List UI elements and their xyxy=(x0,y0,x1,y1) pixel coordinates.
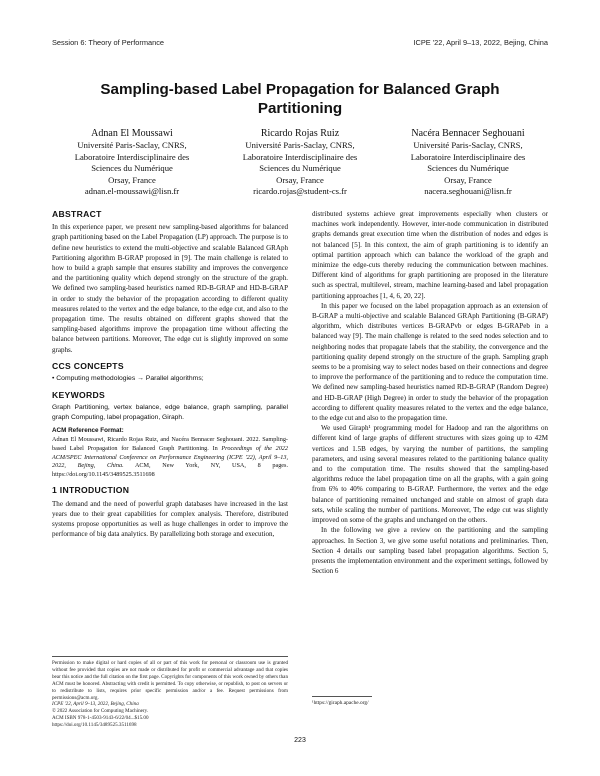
left-column xyxy=(52,209,288,545)
keywords-text: Graph Partitioning, vertex balance, edge balance, graph sampling, parallel graph Computing, label propagation, Giraph. xyxy=(52,404,288,421)
abstract-section xyxy=(52,209,288,355)
introduction-section xyxy=(52,485,288,539)
author-affiliation: Sciences du Numérique xyxy=(91,163,173,174)
introduction-heading: 1 INTRODUCTION xyxy=(52,485,130,496)
ccs-concept: • Computing methodologies → Parallel algorithms; xyxy=(52,375,204,383)
permission-text: Permission to make digital or hard copies of all or part of this work for personal or classroom use is granted without fee provided that copies are not made or distributed for profit or commercial advantage and that copies bear this notice and the full citation on the first page. Copyrights for components of this work owned by others than ACM must be honored. Abstracting with credit is permitted. To copy otherwise, or republish, to post on servers or to redistribute to lists, requires prior specific permission and/or a fee. Request permissions from permissions@acm.org. xyxy=(52,660,288,701)
paper-title: Sampling-based Label Propagation for Balanced Graph Partitioning xyxy=(100,81,500,117)
page-number: 223 xyxy=(294,737,306,744)
author-name: Ricardo Rojas Ruiz xyxy=(260,128,340,139)
permission-copyright: © 2022 Association for Computing Machinery. xyxy=(52,708,149,715)
reference-format-text xyxy=(52,436,288,479)
author-email: nacera.seghouani@lisn.fr xyxy=(424,186,512,197)
right-column xyxy=(312,209,548,576)
author-affiliation: Université Paris-Saclay, CNRS, xyxy=(77,140,187,150)
author-1 xyxy=(52,127,212,198)
author-city: Orsay, France xyxy=(276,174,324,185)
intro-paragraph-continued: distributed systems achieve great improvements especially when clusters or machines work independently. However, inter-node communication in distributed graphs demands great execution time when the distribution of nodes and edges is not balanced [5]. In this context, the aim of graph partitioning is to identify an optimal partition approach which can balance the workload of the graph and minimize the edge-cuts thereby reducing the communication between machines. Different kind of algorithms for graph partitioning are proposed in the literature such as spectral, multilevel, stream, machine learning-based and label propagation partitioning approaches [1, 4, 6, 20, 22]. xyxy=(312,210,548,300)
author-affiliation: Université Paris-Saclay, CNRS, xyxy=(413,140,523,150)
author-name: Nacéra Bennacer Seghouani xyxy=(411,128,525,139)
author-2 xyxy=(220,127,380,198)
author-email: adnan.el-moussawi@lisn.fr xyxy=(84,186,180,197)
author-3 xyxy=(388,127,548,198)
ccs-section xyxy=(52,361,288,384)
author-affiliation: Sciences du Numérique xyxy=(427,163,509,174)
keywords-heading: KEYWORDS xyxy=(52,390,106,401)
permission-divider xyxy=(52,656,288,657)
introduction-paragraph: The demand and the need of powerful graph databases have increased in the last years due to their great capabilities for complex analysis. Therefore, distributed systems propose opportunities as well as huge challenges in order to improve the performance of big data analytics. By parallelizing both storage and execution, xyxy=(52,499,288,539)
keywords-section xyxy=(52,390,288,479)
author-email: ricardo.rojas@student-cs.fr xyxy=(253,186,347,197)
author-block xyxy=(52,127,548,198)
running-header-left: Session 6: Theory of Performance xyxy=(52,38,165,47)
author-affiliation: Laboratoire Interdisciplinaire des xyxy=(74,151,190,162)
author-affiliation: Laboratoire Interdisciplinaire des xyxy=(410,151,526,162)
running-header-right: ICPE '22, April 9–13, 2022, Bejing, China xyxy=(413,38,548,47)
permission-block xyxy=(52,660,288,729)
author-city: Orsay, France xyxy=(108,174,156,185)
permission-doi: https://doi.org/10.1145/3489525.3511698 xyxy=(52,722,137,729)
intro-paragraph: We used Giraph¹ programming model for Hadoop and ran the algorithms on different kind of large graphs of different structures with sizes going up to 42M vertices and 1.5B edges, by varying the number of partitions, the sampling parameters, and using several measures related to the partitioning balance quality and to the computation time. The results showed that the sampling-based algorithms reduce the label propagation time on all the graphs, with a gain going from 6% to 40% comparing to B-GRAP. Furthermore, the vertex and the edge balance of partitioning remained unchanged and stable on almost of graph data sets, while scaling the number of partitions. Moreover, The edge cut was slightly improved on some of the graphs and unchanged on the others. xyxy=(312,424,548,525)
reference-format-heading: ACM Reference Format: xyxy=(52,427,124,435)
footnote-link[interactable]: ¹https://giraph.apache.org/ xyxy=(312,700,369,706)
intro-paragraph: In this paper we focused on the label propagation approach as an extension of B-GRAP a multi-objective and scalable Balanced GRAph Partitioning (B-GRAP) algorithm, which distributes vertices B-GRAPvb or edges B-GRAPeb in a balanced way [9]. The main challenge is related to the seed nodes selection and to neighboring nodes that propagate labels that the stability, the convergence and the partitioning quality depend strongly on the structure of the graph. Sampling graph seems to be a promising way to select nodes based on their connections and degree to improve the performance of the partitioning and to reduce the computation time. We defined new sampling-based heuristics named RD-B-GRAP (Random Degree) and HD-B-GRAP (High Degree) in order to study the behavior of the propagation according to different quality measures related to the vertex and the edge balance, to the edge cut and also to the propagation time. xyxy=(312,301,548,423)
intro-paragraph: In the following we give a review on the partitioning and the sampling approaches. In Section 3, we give some useful notations and preliminaries. Then, Section 4 details our sampling based label propagation algorithms. Section 5, presents the implementation environment and the experiment settings, followed by Section 6 xyxy=(312,526,548,576)
reference-authors: Adnan El Moussawi, Ricardo Rojas Ruiz, and Nacéra Bennacer Seghouani. 2022. Sampling-based Label Propagation for Balanced Graph Partitioning. In xyxy=(52,436,288,453)
author-affiliation: Sciences du Numérique xyxy=(259,163,341,174)
author-affiliation: Laboratoire Interdisciplinaire des xyxy=(242,151,358,162)
reference-venue: Proceedings of the 2022 ACM/SPEC International Conference on Performance Engineering (ICPE '22), April 9–13, 2022, Bejing, China. xyxy=(52,445,288,470)
ccs-heading: CCS CONCEPTS xyxy=(52,360,124,371)
abstract-heading: ABSTRACT xyxy=(52,209,102,219)
author-city: Orsay, France xyxy=(444,174,492,185)
author-name: Adnan El Moussawi xyxy=(91,128,173,139)
author-affiliation: Université Paris-Saclay, CNRS, xyxy=(245,140,355,150)
footnote-divider xyxy=(312,696,372,697)
reference-rest: ACM, New York, NY, USA, 8 pages. https://doi.org/10.1145/3489525.3511698 xyxy=(52,462,288,478)
permission-isbn: ACM ISBN 978-1-4503-9143-6/22/04...$15.00 xyxy=(52,715,149,722)
permission-conference: ICPE '22, April 9–13, 2022, Bejing, China xyxy=(52,701,139,708)
abstract-text: In this experience paper, we present new sampling-based algorithms for balanced graph partitioning based on the Label Propagation (LP) approach. The purpose is to define new heuristics to extend the multi-objective and scalable Balanced GRAph Partitioning algorithm B-GRAP proposed in [9]. The main challenge is related to how to build a graph sample that ensures stability and improves the convergence and the partitioning quality which depend strongly on the structure of the graph. We defined two sampling-based heuristics named RD-B-GRAP and HD-B-GRAP in order to study the behavior of the propagation according to different quality measures related to the vertex and the edge balance, to the edge cut, and also to the propagation time. The results obtained on different graphs showed that the sampling-based algorithms improve the propagation time without affecting the balance between partitions. Moreover, The edge cut is slightly improved on some graphs. xyxy=(52,223,288,354)
